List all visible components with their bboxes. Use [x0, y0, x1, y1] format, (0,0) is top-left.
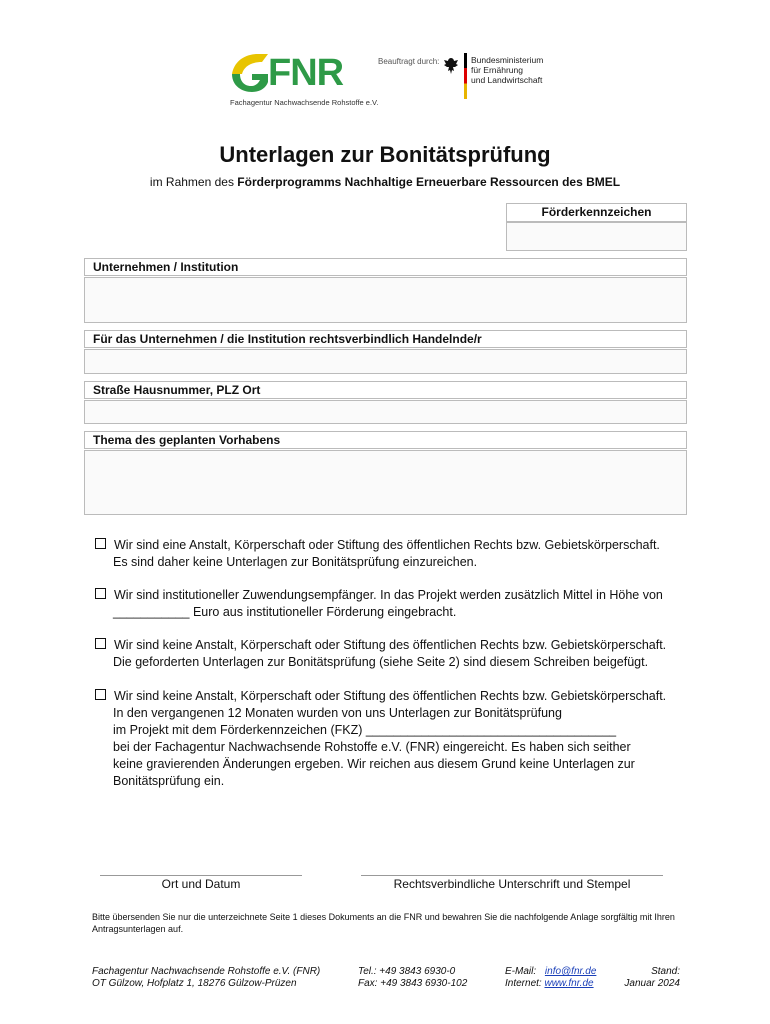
federal-eagle-icon: [443, 57, 459, 75]
topic-field[interactable]: [84, 450, 687, 515]
fkz-label: Förderkennzeichen: [541, 205, 652, 219]
company-label-box: [84, 258, 687, 276]
topic-label: Thema des geplanten Vorhabens: [93, 433, 281, 447]
ministry-name: Bundesministerium für Ernährung und Landwirtschaft: [471, 55, 544, 85]
website-link[interactable]: www.fnr.de: [544, 978, 594, 989]
fnr-subtitle: Fachagentur Nachwachsende Rohstoffe e.V.: [230, 98, 379, 107]
fnr-wordmark: FNR: [268, 52, 344, 94]
page-subtitle: im Rahmen des Förderprogramms Nachhaltige Erneuerbare Ressourcen des BMEL: [149, 175, 621, 189]
company-field[interactable]: [84, 277, 687, 323]
option-checkbox[interactable]: [95, 588, 106, 599]
topic-label-box: [84, 431, 687, 449]
address-label-box: [84, 381, 687, 399]
flag-bar: [464, 53, 467, 99]
signatory-field[interactable]: [84, 349, 687, 374]
commissioned-by: Beauftragt durch:: [378, 57, 440, 66]
email-link[interactable]: info@fnr.de: [544, 966, 597, 977]
place-date-label: Ort und Datum: [161, 877, 241, 891]
footer-address: Fachagentur Nachwachsende Rohstoffe e.V. (FNR) OT Gülzow, Hofplatz 1, 18276 Gülzow-Prüzen: [92, 966, 321, 989]
address-field[interactable]: [84, 400, 687, 424]
signatory-label: Für das Unternehmen / die Institution rechtsverbindlich Handelnde/r: [93, 332, 482, 346]
option-checkbox[interactable]: [95, 538, 106, 549]
instruction-note: Bitte übersenden Sie nur die unterzeichnete Seite 1 dieses Dokuments an die FNR und bewahren Sie die nachfolgende Anlage sorgfältig mit Ihren Antragsunterlagen auf.: [92, 912, 675, 934]
option-public-body: Wir sind eine Anstalt, Körperschaft oder Stiftung des öffentlichen Rechts bzw. Gebietskörperschaft. Es sind daher keine Unterlagen zur Bonitätsprüfung einzureichen.: [95, 537, 660, 571]
option-documents-attached: Wir sind keine Anstalt, Körperschaft oder Stiftung des öffentlichen Rechts bzw. Gebietskörperschaft. Die geforderten Unterlagen zur Bonitätsprüfung (siehe Seite 2) sind diesem Schreiben beigefügt.: [95, 637, 666, 671]
page-title: Unterlagen zur Bonitätsprüfung: [219, 142, 551, 167]
footer-contact: E-Mail: info@fnr.de Internet: www.fnr.de: [505, 966, 597, 989]
option-checkbox[interactable]: [95, 689, 106, 700]
option-previously-submitted: Wir sind keine Anstalt, Körperschaft oder Stiftung des öffentlichen Rechts bzw. Gebietskörperschaft. In den vergangenen 12 Monaten wurden von uns Unterlagen zur Bonitätsprüfung im Projekt mit dem Förderkennzeichen (FKZ) ____________________________________ bei der Fachagentur Nachwachsende Rohstoffe e.V. (FNR) eingereicht. Es haben sich seither keine gravierenden Änderungen ergeben. Wir reichen aus diesem Grund keine Unterlagen zur Bonitätsprüfung ein.: [95, 688, 666, 790]
signature-line[interactable]: [361, 875, 663, 876]
footer-phone: Tel.: +49 3843 6930-0 Fax: +49 3843 6930-102: [358, 966, 468, 989]
bmel-logo: [443, 53, 553, 101]
option-checkbox[interactable]: [95, 638, 106, 649]
fkz-field[interactable]: [506, 222, 687, 251]
signatory-label-box: [84, 330, 687, 348]
place-date-line[interactable]: [100, 875, 302, 876]
address-label: Straße Hausnummer, PLZ Ort: [93, 383, 261, 397]
footer-date: Stand: Januar 2024: [624, 966, 680, 989]
fnr-logo: [228, 48, 379, 110]
company-label: Unternehmen / Institution: [93, 260, 239, 274]
signature-label: Rechtsverbindliche Unterschrift und Stempel: [393, 877, 631, 891]
fnr-leaf-icon: [228, 48, 272, 94]
fkz-label-box: [506, 203, 687, 222]
option-institutional: Wir sind institutioneller Zuwendungsempfänger. In das Projekt werden zusätzlich Mittel in Höhe von ___________ Euro aus institutioneller Förderung eingebracht.: [95, 587, 663, 621]
